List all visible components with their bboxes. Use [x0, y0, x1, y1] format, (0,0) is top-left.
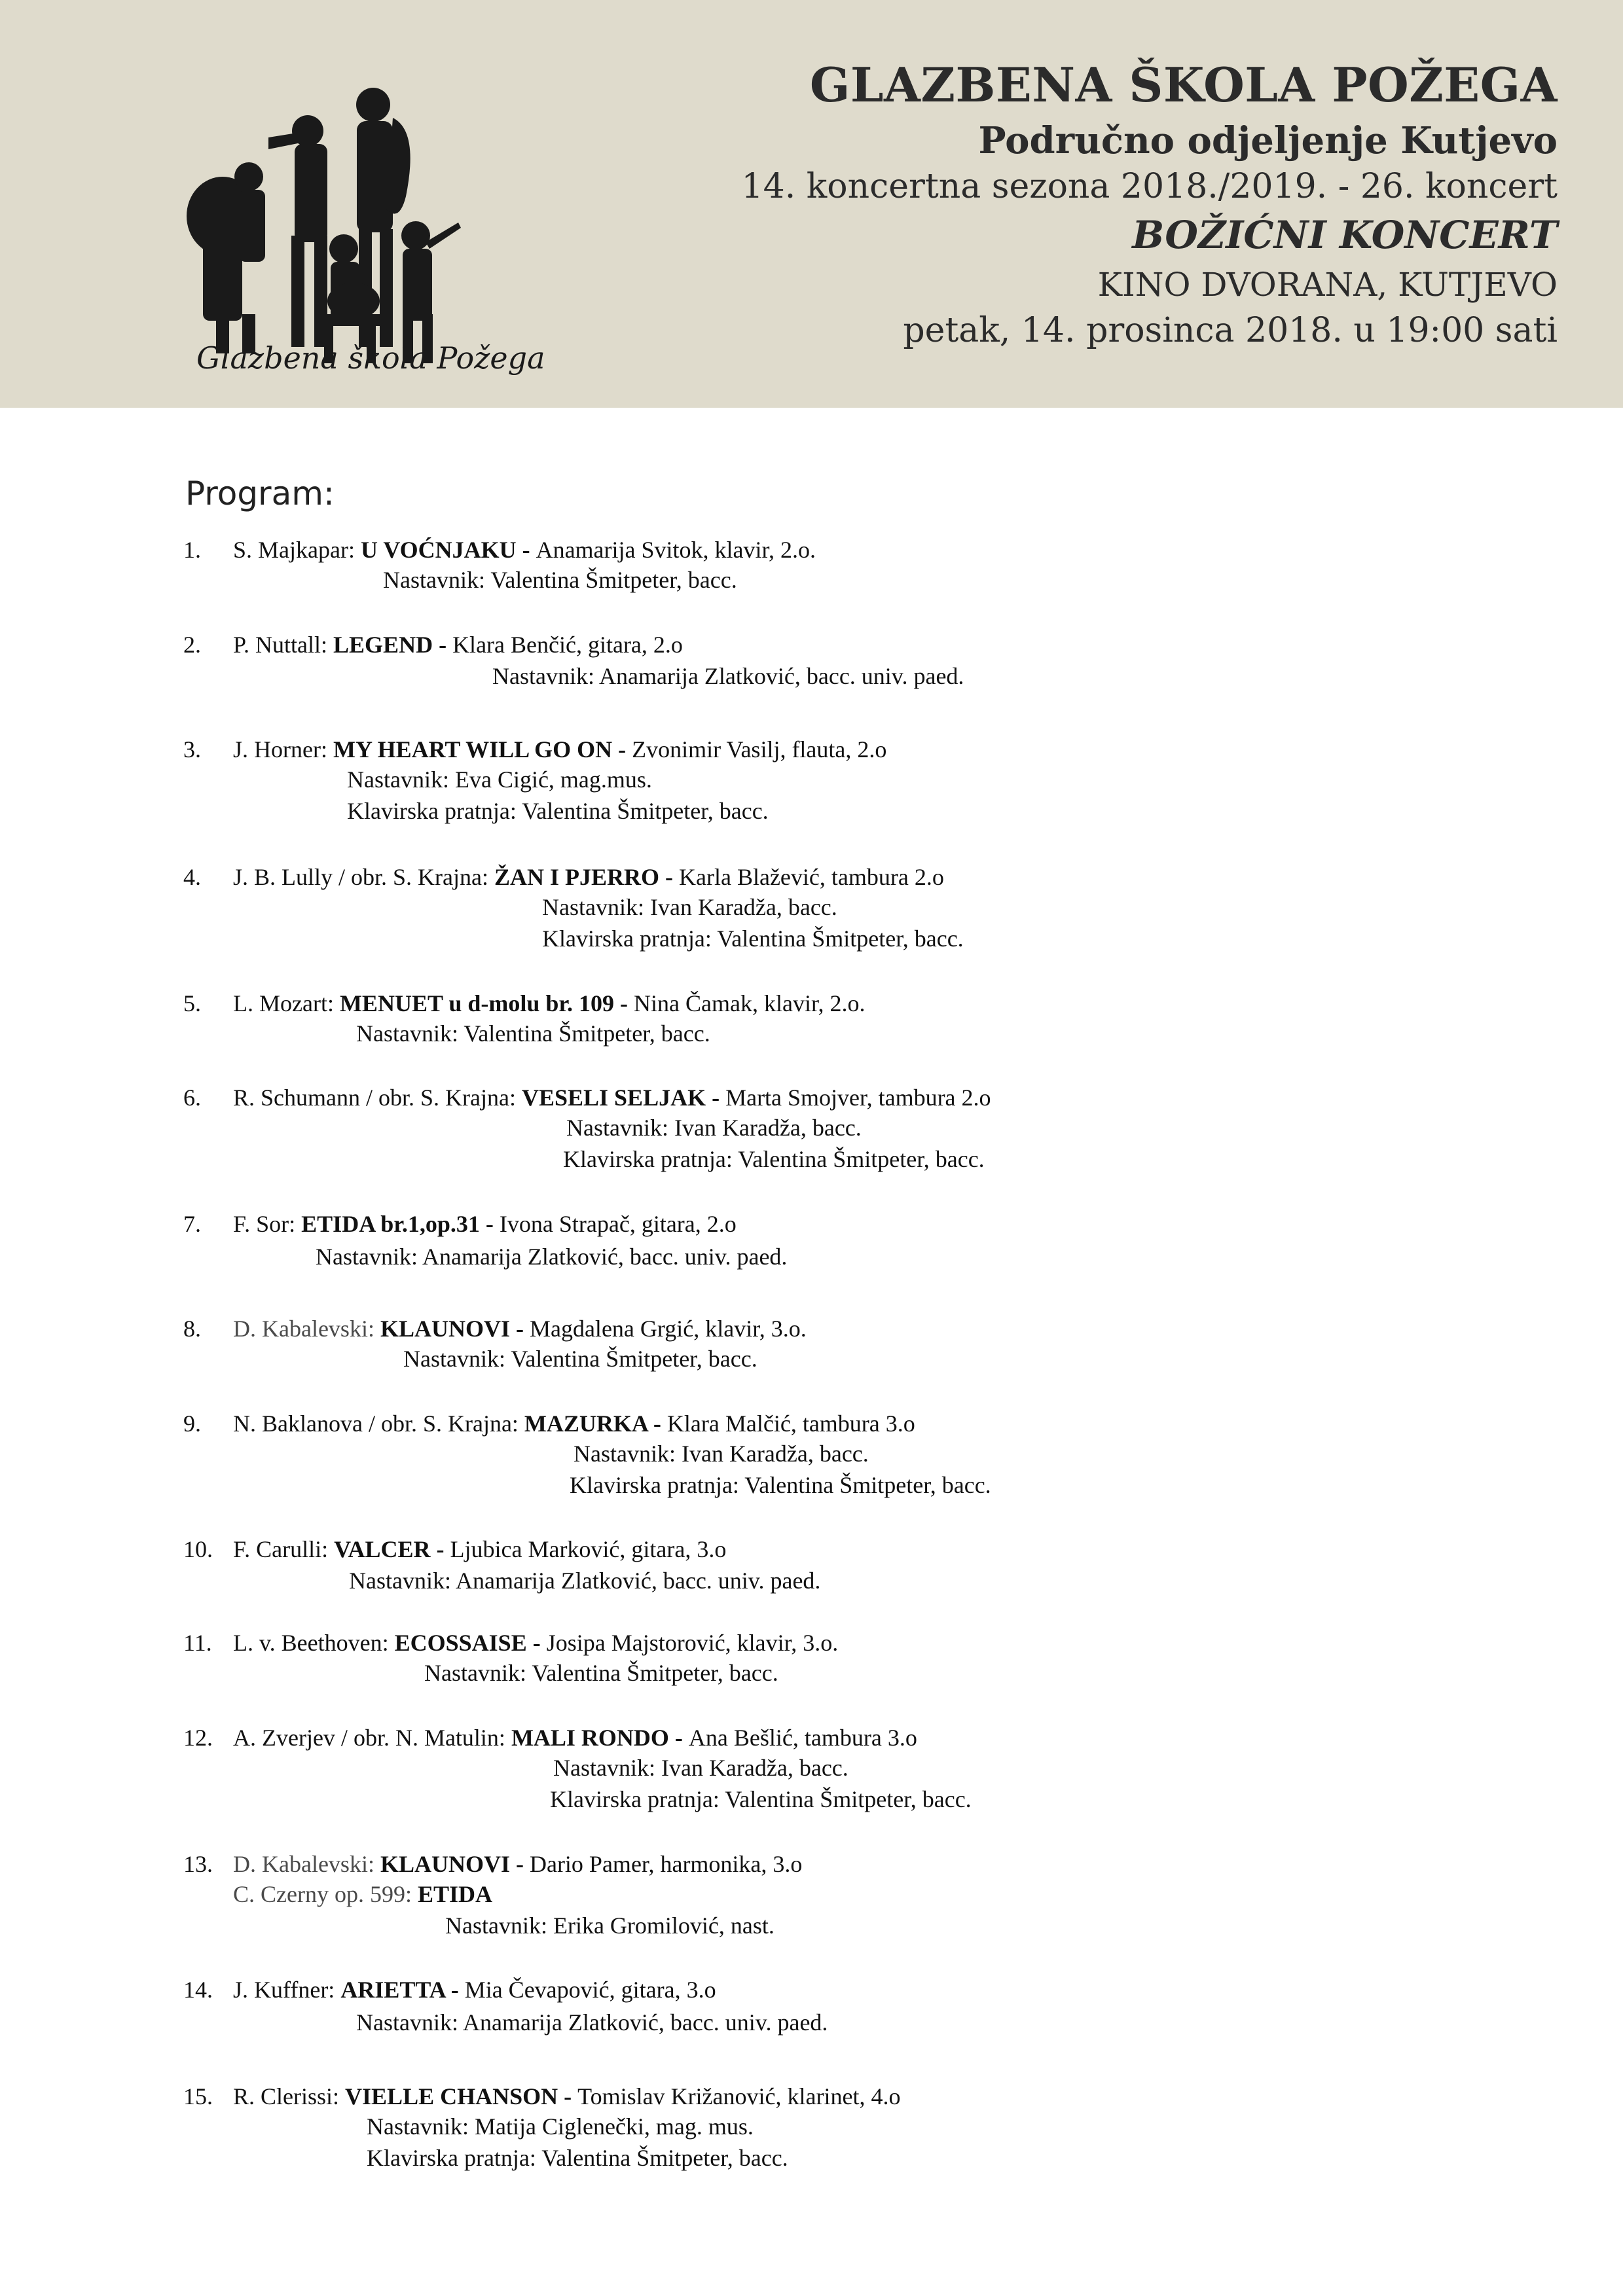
performer: Anamarija Svitok, klavir, 2.o.	[536, 537, 816, 563]
composer: J. Kuffner:	[233, 1977, 341, 2003]
school-name: GLAZBENA ŠKOLA POŽEGA	[809, 57, 1558, 113]
work-title: VIELLE CHANSON -	[345, 2083, 578, 2109]
teacher-line: Nastavnik: Ivan Karadža, bacc.	[566, 1115, 862, 1141]
accompanist-line: Klavirska pratnja: Valentina Šmitpeter, bacc.	[563, 1146, 985, 1172]
teacher-line: Nastavnik: Valentina Šmitpeter, bacc.	[356, 1020, 710, 1047]
performer: Tomislav Križanović, klarinet, 4.o	[577, 2083, 901, 2109]
header-text-block	[641, 59, 1558, 350]
item-number: 9.	[183, 1410, 201, 1437]
composer: L. v. Beethoven:	[233, 1630, 395, 1656]
teacher-line: Nastavnik: Eva Cigić, mag.mus.	[347, 766, 652, 793]
composer: L. Mozart:	[233, 990, 340, 1016]
teacher-line: Nastavnik: Erika Gromilović, nast.	[445, 1912, 775, 1939]
teacher-line: Nastavnik: Anamarija Zlatković, bacc. univ. paed.	[349, 1568, 821, 1594]
work-title: ARIETTA -	[340, 1977, 465, 2003]
composer: J. Horner:	[233, 736, 333, 762]
program-heading: Program:	[185, 475, 335, 512]
item-number: 11.	[183, 1630, 212, 1656]
composer: S. Majkapar:	[233, 537, 361, 563]
teacher-line: Nastavnik: Anamarija Zlatković, bacc. univ. paed.	[316, 1244, 788, 1270]
work-title: MY HEART WILL GO ON -	[333, 736, 632, 762]
composer: R. Schumann / obr. S. Krajna:	[233, 1085, 522, 1111]
item-number: 6.	[183, 1085, 201, 1111]
composer: F. Carulli:	[233, 1536, 335, 1562]
item-number: 2.	[183, 632, 201, 658]
item-number: 4.	[183, 864, 201, 890]
composer: D. Kabalevski:	[233, 1316, 380, 1342]
item-number: 3.	[183, 736, 201, 762]
performer: Dario Pamer, harmonika, 3.o	[529, 1851, 803, 1877]
composer: N. Baklanova / obr. S. Krajna:	[233, 1410, 524, 1437]
performer: Ivona Strapač, gitara, 2.o	[499, 1211, 737, 1237]
composer: R. Clerissi:	[233, 2083, 346, 2109]
item-number: 10.	[183, 1536, 213, 1562]
performer: Ljubica Marković, gitara, 3.o	[450, 1536, 727, 1562]
work-title: MALI RONDO -	[511, 1725, 689, 1751]
work-title: ETIDA br.1,op.31 -	[301, 1211, 500, 1237]
teacher-line: Nastavnik: Valentina Šmitpeter, bacc.	[424, 1660, 778, 1686]
work-title: KLAUNOVI -	[380, 1316, 530, 1342]
item-number: 12.	[183, 1725, 213, 1751]
teacher-line: Nastavnik: Valentina Šmitpeter, bacc.	[403, 1346, 757, 1372]
composer: P. Nuttall:	[233, 632, 334, 658]
item-number: 14.	[183, 1977, 213, 2003]
teacher-line: Nastavnik: Valentina Šmitpeter, bacc.	[383, 567, 737, 593]
second-composer: C. Czerny op. 599:	[233, 1881, 418, 1907]
logo-caption: Glazbena škola Požega	[196, 340, 545, 376]
performer: Klara Benčić, gitara, 2.o	[452, 632, 683, 658]
work-title: VALCER -	[334, 1536, 450, 1562]
season-info: 14. koncertna sezona 2018./2019. - 26. koncert	[741, 166, 1558, 206]
teacher-line: Nastavnik: Ivan Karadža, bacc.	[542, 894, 837, 920]
teacher-line: Nastavnik: Anamarija Zlatković, bacc. univ. paed.	[492, 663, 964, 689]
composer: J. B. Lully / obr. S. Krajna:	[233, 864, 494, 890]
performer: Zvonimir Vasilj, flauta, 2.o	[632, 736, 887, 762]
composer: F. Sor:	[233, 1211, 302, 1237]
accompanist-line: Klavirska pratnja: Valentina Šmitpeter, bacc.	[542, 925, 964, 952]
performer: Mia Čevapović, gitara, 3.o	[464, 1977, 716, 2003]
concert-date: petak, 14. prosinca 2018. u 19:00 sati	[903, 310, 1558, 350]
item-number: 1.	[183, 537, 201, 563]
work-title: MAZURKA -	[524, 1410, 667, 1437]
work-title: KLAUNOVI -	[380, 1851, 530, 1877]
item-number: 5.	[183, 990, 201, 1016]
accompanist-line: Klavirska pratnja: Valentina Šmitpeter, bacc.	[367, 2145, 788, 2171]
item-number: 8.	[183, 1316, 201, 1342]
venue: KINO DVORANA, KUTJEVO	[1097, 265, 1558, 304]
work-title: U VOĆNJAKU -	[360, 537, 536, 563]
accompanist-line: Klavirska pratnja: Valentina Šmitpeter, bacc.	[347, 798, 769, 824]
second-work-title: ETIDA	[417, 1881, 493, 1907]
item-number: 7.	[183, 1211, 201, 1237]
composer: A. Zverjev / obr. N. Matulin:	[233, 1725, 511, 1751]
work-title: ŽAN I PJERRO -	[494, 864, 680, 890]
work-title: ECOSSAISE -	[394, 1630, 547, 1656]
accompanist-line: Klavirska pratnja: Valentina Šmitpeter, bacc.	[570, 1472, 991, 1498]
work-title: VESELI SELJAK -	[521, 1085, 726, 1111]
work-title: MENUET u d-molu br. 109 -	[339, 990, 634, 1016]
performer: Klara Malčić, tambura 3.o	[666, 1410, 915, 1437]
teacher-line: Nastavnik: Ivan Karadža, bacc.	[553, 1755, 848, 1781]
composer: D. Kabalevski:	[233, 1851, 380, 1877]
branch-name: Područno odjeljenje Kutjevo	[978, 119, 1558, 163]
item-number: 15.	[183, 2083, 213, 2109]
performer: Josipa Majstorović, klavir, 3.o.	[546, 1630, 839, 1656]
accompanist-line: Klavirska pratnja: Valentina Šmitpeter, bacc.	[550, 1786, 972, 1812]
performer: Marta Smojver, tambura 2.o	[725, 1085, 991, 1111]
teacher-line: Nastavnik: Ivan Karadža, bacc.	[574, 1441, 869, 1467]
work-title: LEGEND -	[333, 632, 453, 658]
performer: Karla Blažević, tambura 2.o	[679, 864, 944, 890]
teacher-line: Nastavnik: Anamarija Zlatković, bacc. univ. paed.	[356, 2009, 828, 2036]
performer: Magdalena Grgić, klavir, 3.o.	[529, 1316, 807, 1342]
performer: Nina Čamak, klavir, 2.o.	[634, 990, 866, 1016]
concert-title: BOŽIĆNI KONCERT	[1132, 212, 1558, 257]
performer: Ana Bešlić, tambura 3.o	[688, 1725, 917, 1751]
item-number: 13.	[183, 1851, 213, 1877]
teacher-line: Nastavnik: Matija Ciglenečki, mag. mus.	[367, 2113, 754, 2140]
